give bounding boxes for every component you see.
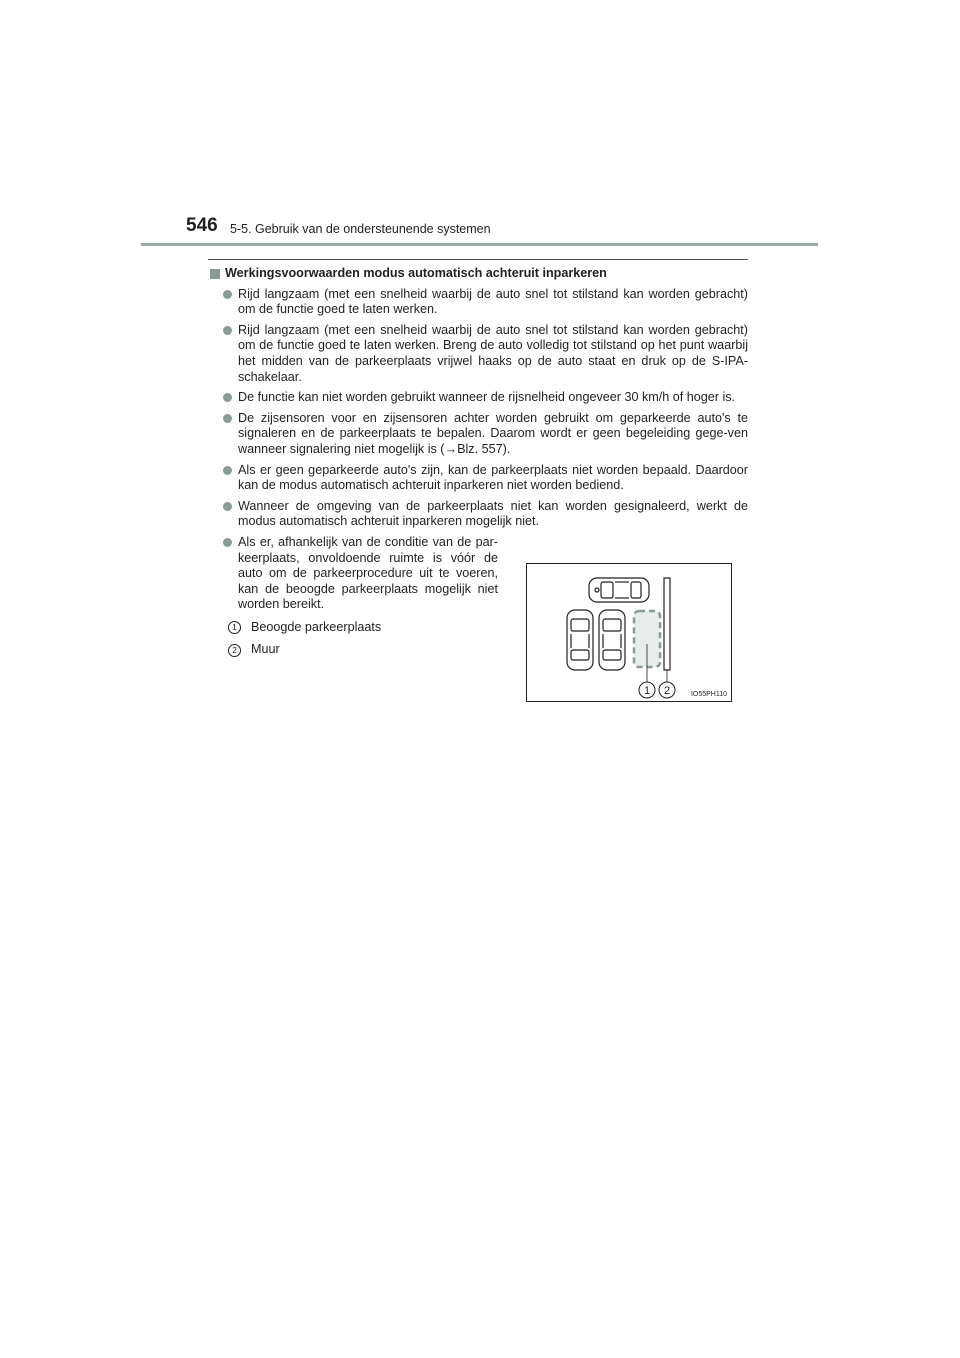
bullet-dot-icon [223, 326, 232, 335]
parking-diagram [527, 564, 731, 701]
parked-car-left-icon [567, 610, 593, 670]
list-item [223, 535, 498, 613]
car-top-icon [589, 578, 649, 602]
figure-text-column [208, 535, 498, 665]
list-item-text: De functie kan niet worden gebruikt wanneer de rijsnelheid ongeveer 30 km/h of hoger is. [238, 390, 736, 405]
section-heading [208, 266, 748, 282]
section-heading-text: Werkingsvoorwaarden modus automatisch achteruit inparkeren [225, 266, 607, 280]
list-item-text: Als er, afhankelijk van de conditie van de par-keerplaats, onvoldoende ruimte is vóór de auto om de parkeerprocedure uit te voeren, kan de beoogde parkeerplaats mogelijk niet worden bereikt. [238, 534, 498, 612]
bullet-dot-icon [223, 290, 232, 299]
svg-text:1: 1 [643, 685, 651, 697]
list-item-text: Rijd langzaam (met een snelheid waarbij de auto snel tot stilstand kan worden gebracht) om de functie goed te laten werken. Breng de auto volledig tot stilstand op het punt waarbij het midden van de parkeerplaats vrijwel haaks op de auto staat en druk op de S-IPA-schakelaar. [238, 322, 748, 384]
list-item [223, 287, 748, 318]
parking-illustration [526, 563, 732, 702]
callout-2 [659, 682, 675, 698]
legend-number-icon: 1 [228, 621, 241, 634]
legend-label: Beoogde parkeerplaats [251, 619, 382, 634]
wall-icon [664, 578, 670, 670]
list-item [223, 390, 748, 406]
figure-id: IO55PH110 [690, 691, 727, 698]
svg-text:2: 2 [663, 685, 671, 697]
list-item [223, 499, 748, 530]
header-rule [141, 243, 818, 246]
list-item [223, 323, 748, 385]
list-item-text: Rijd langzaam (met een snelheid waarbij de auto snel tot stilstand kan worden gebracht) om de functie goed te laten werken. [238, 286, 748, 317]
bullet-dot-icon [223, 538, 232, 547]
bullet-dot-icon [223, 414, 232, 423]
bullet-dot-icon [223, 393, 232, 402]
section-rule [208, 259, 748, 260]
callout-1 [639, 682, 655, 698]
figure-legend [228, 620, 498, 658]
list-item [223, 463, 748, 494]
list-item-text: Wanneer de omgeving van de parkeerplaats niet kan worden gesignaleerd, werkt de modus automatisch achteruit inparkeren mogelijk niet. [238, 498, 748, 529]
list-item [223, 411, 748, 458]
bullet-dot-icon [223, 502, 232, 511]
legend-label: Muur [251, 642, 280, 657]
square-bullet-icon [210, 269, 220, 279]
legend-item [228, 642, 498, 658]
legend-number-icon: 2 [228, 644, 241, 657]
parked-car-middle-icon [599, 610, 625, 670]
list-item-text: Als er geen geparkeerde auto's zijn, kan de parkeerplaats niet worden bepaald. Daardoor kan de modus automatisch achteruit inparkeren niet worden bediend. [238, 462, 748, 493]
chapter-title: 5-5. Gebruik van de ondersteunende systemen [230, 222, 491, 236]
page-number: 546 [186, 215, 218, 236]
bullet-dot-icon [223, 466, 232, 475]
list-item-text: De zijsensoren voor en zijsensoren achter worden gebruikt om geparkeerde auto's te signaleren en de parkeerplaats te bepalen. Daarom wordt er geen begeleiding gege-ven wanneer signalering niet mogelijk is (→Blz. 557). [238, 410, 748, 456]
legend-item [228, 620, 498, 636]
